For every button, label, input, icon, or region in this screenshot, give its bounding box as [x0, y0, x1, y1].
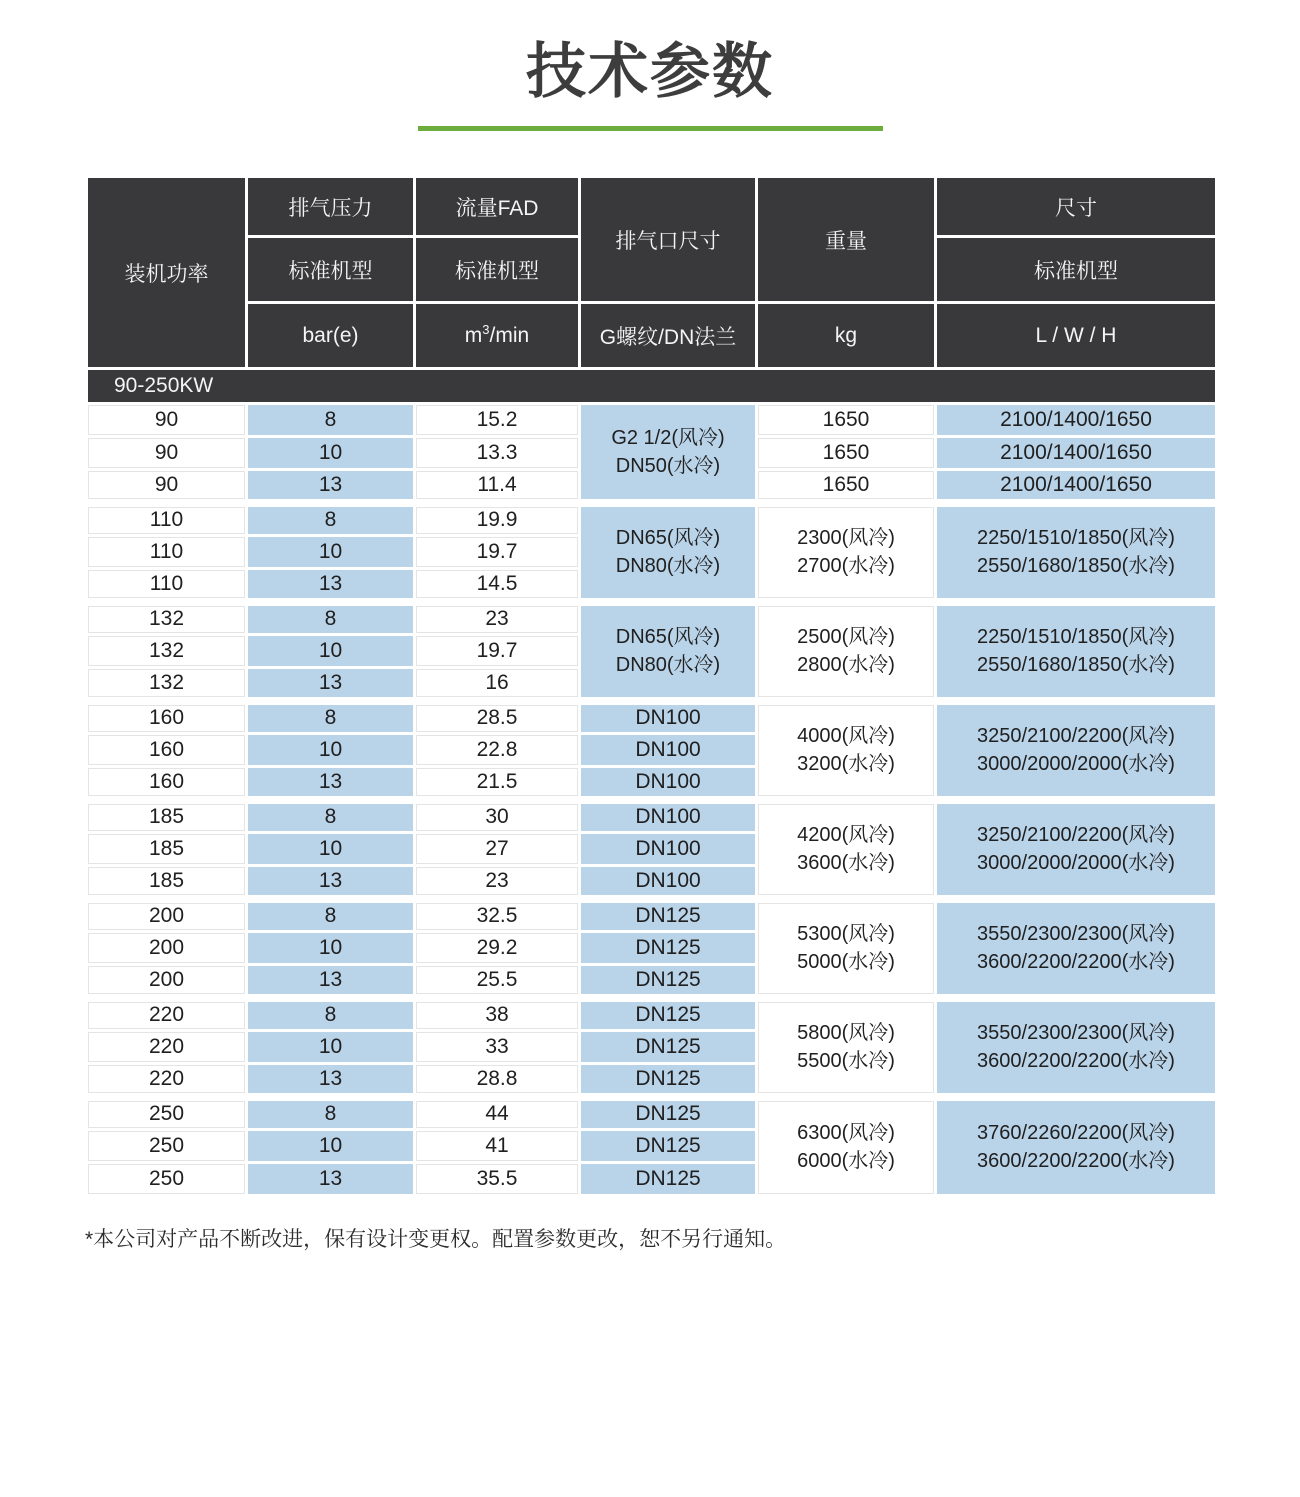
header-pressure-unit: bar(e) [247, 303, 415, 369]
spec-table-head [87, 177, 1217, 369]
dims-cell: 2250/1510/1850(风冷) 2550/1680/1850(水冷) [936, 602, 1217, 701]
power-cell: 200 [87, 932, 247, 965]
section-row [87, 369, 1217, 404]
page-title: 技术参数 [526, 38, 774, 105]
header-dims-model: 标准机型 [936, 237, 1217, 303]
power-cell: 185 [87, 866, 247, 899]
pressure-cell: 8 [247, 503, 415, 536]
port-cell: DN100 [580, 701, 757, 734]
power-cell: 250 [87, 1130, 247, 1163]
pressure-cell: 13 [247, 1064, 415, 1097]
header-pressure-model: 标准机型 [247, 237, 415, 303]
port-cell: DN125 [580, 932, 757, 965]
table-row [87, 899, 1217, 932]
pressure-cell: 8 [247, 899, 415, 932]
table-row [87, 998, 1217, 1031]
header-flow-model: 标准机型 [415, 237, 580, 303]
flow-cell: 23 [415, 602, 580, 635]
header-dims-unit: L / W / H [936, 303, 1217, 369]
table-row [87, 602, 1217, 635]
flow-cell: 44 [415, 1097, 580, 1130]
pressure-cell: 10 [247, 1031, 415, 1064]
flow-cell: 19.7 [415, 536, 580, 569]
flow-cell: 32.5 [415, 899, 580, 932]
power-cell: 132 [87, 602, 247, 635]
weight-cell: 5800(风冷) 5500(水冷) [757, 998, 936, 1097]
pressure-cell: 10 [247, 932, 415, 965]
pressure-cell: 10 [247, 1130, 415, 1163]
flow-cell: 16 [415, 668, 580, 701]
pressure-cell: 8 [247, 1097, 415, 1130]
pressure-cell: 8 [247, 701, 415, 734]
flow-cell: 35.5 [415, 1163, 580, 1196]
flow-cell: 28.8 [415, 1064, 580, 1097]
pressure-cell: 13 [247, 767, 415, 800]
dims-cell: 2250/1510/1850(风冷) 2550/1680/1850(水冷) [936, 503, 1217, 602]
dims-cell: 3250/2100/2200(风冷) 3000/2000/2000(水冷) [936, 701, 1217, 800]
port-cell: DN125 [580, 998, 757, 1031]
dims-cell: 3760/2260/2200(风冷) 3600/2200/2200(水冷) [936, 1097, 1217, 1196]
port-cell: DN125 [580, 899, 757, 932]
power-cell: 220 [87, 1031, 247, 1064]
spec-table-body [87, 369, 1217, 1196]
pressure-cell: 13 [247, 965, 415, 998]
flow-cell: 21.5 [415, 767, 580, 800]
header-flow-unit [415, 303, 580, 369]
pressure-cell: 13 [247, 866, 415, 899]
flow-cell: 28.5 [415, 701, 580, 734]
power-cell: 160 [87, 767, 247, 800]
flow-cell: 14.5 [415, 569, 580, 602]
power-cell: 250 [87, 1097, 247, 1130]
power-cell: 250 [87, 1163, 247, 1196]
flow-cell: 30 [415, 800, 580, 833]
weight-cell: 5300(风冷) 5000(水冷) [757, 899, 936, 998]
power-cell: 220 [87, 998, 247, 1031]
flow-cell: 22.8 [415, 734, 580, 767]
flow-cell: 23 [415, 866, 580, 899]
port-cell: DN125 [580, 965, 757, 998]
table-row [87, 404, 1217, 437]
pressure-cell: 13 [247, 569, 415, 602]
flow-cell: 25.5 [415, 965, 580, 998]
pressure-cell: 10 [247, 734, 415, 767]
flow-unit-base: m [464, 323, 483, 347]
power-cell: 110 [87, 503, 247, 536]
port-cell: G2 1/2(风冷) DN50(水冷) [580, 404, 757, 503]
power-cell: 200 [87, 899, 247, 932]
port-cell: DN100 [580, 734, 757, 767]
flow-cell: 11.4 [415, 470, 580, 503]
weight-cell: 4200(风冷) 3600(水冷) [757, 800, 936, 899]
header-port-title: 排气口尺寸 [580, 177, 757, 303]
port-cell: DN125 [580, 1097, 757, 1130]
weight-cell: 6300(风冷) 6000(水冷) [757, 1097, 936, 1196]
header-power: 装机功率 [87, 177, 247, 369]
power-cell: 90 [87, 437, 247, 470]
table-row [87, 503, 1217, 536]
pressure-cell: 13 [247, 470, 415, 503]
flow-unit-sup: 3 [482, 321, 490, 337]
header-port-unit: G螺纹/DN法兰 [580, 303, 757, 369]
header-weight-title: 重量 [757, 177, 936, 303]
pressure-cell: 8 [247, 800, 415, 833]
power-cell: 200 [87, 965, 247, 998]
weight-cell: 4000(风冷) 3200(水冷) [757, 701, 936, 800]
power-cell: 185 [87, 833, 247, 866]
dims-cell: 3550/2300/2300(风冷) 3600/2200/2200(水冷) [936, 998, 1217, 1097]
weight-cell: 2500(风冷) 2800(水冷) [757, 602, 936, 701]
power-cell: 110 [87, 569, 247, 602]
power-cell: 185 [87, 800, 247, 833]
flow-cell: 19.7 [415, 635, 580, 668]
pressure-cell: 10 [247, 536, 415, 569]
pressure-cell: 13 [247, 668, 415, 701]
weight-cell: 1650 [757, 437, 936, 470]
flow-unit-rest: /min [489, 323, 530, 347]
table-row [87, 800, 1217, 833]
flow-cell: 27 [415, 833, 580, 866]
flow-cell: 19.9 [415, 503, 580, 536]
header-pressure-title: 排气压力 [247, 177, 415, 237]
weight-cell: 2300(风冷) 2700(水冷) [757, 503, 936, 602]
flow-cell: 38 [415, 998, 580, 1031]
header-dims-title: 尺寸 [936, 177, 1217, 237]
dims-cell: 2100/1400/1650 [936, 404, 1217, 437]
port-cell: DN65(风冷) DN80(水冷) [580, 602, 757, 701]
power-cell: 132 [87, 635, 247, 668]
pressure-cell: 10 [247, 437, 415, 470]
dims-cell: 3550/2300/2300(风冷) 3600/2200/2200(水冷) [936, 899, 1217, 998]
section-label: 90-250KW [87, 369, 1217, 404]
flow-cell: 33 [415, 1031, 580, 1064]
pressure-cell: 8 [247, 998, 415, 1031]
port-cell: DN125 [580, 1031, 757, 1064]
spec-table [85, 175, 1218, 1197]
dims-cell: 3250/2100/2200(风冷) 3000/2000/2000(水冷) [936, 800, 1217, 899]
port-cell: DN125 [580, 1163, 757, 1196]
pressure-cell: 13 [247, 1163, 415, 1196]
table-row [87, 1097, 1217, 1130]
power-cell: 90 [87, 470, 247, 503]
weight-cell: 1650 [757, 404, 936, 437]
pressure-cell: 10 [247, 635, 415, 668]
port-cell: DN125 [580, 1130, 757, 1163]
page-header [85, 36, 1215, 131]
port-cell: DN65(风冷) DN80(水冷) [580, 503, 757, 602]
footnote: *本公司对产品不断改进，保有设计变更权。配置参数更改，恕不另行通知。 [85, 1228, 787, 1251]
header-flow-title: 流量FAD [415, 177, 580, 237]
dims-cell: 2100/1400/1650 [936, 437, 1217, 470]
port-cell: DN100 [580, 800, 757, 833]
power-cell: 110 [87, 536, 247, 569]
power-cell: 220 [87, 1064, 247, 1097]
flow-cell: 29.2 [415, 932, 580, 965]
weight-cell: 1650 [757, 470, 936, 503]
power-cell: 160 [87, 701, 247, 734]
flow-cell: 15.2 [415, 404, 580, 437]
power-cell: 90 [87, 404, 247, 437]
flow-cell: 41 [415, 1130, 580, 1163]
title-divider [418, 126, 883, 131]
port-cell: DN100 [580, 833, 757, 866]
port-cell: DN100 [580, 767, 757, 800]
pressure-cell: 8 [247, 602, 415, 635]
power-cell: 132 [87, 668, 247, 701]
port-cell: DN125 [580, 1064, 757, 1097]
table-row [87, 701, 1217, 734]
dims-cell: 2100/1400/1650 [936, 470, 1217, 503]
port-cell: DN100 [580, 866, 757, 899]
pressure-cell: 10 [247, 833, 415, 866]
flow-cell: 13.3 [415, 437, 580, 470]
power-cell: 160 [87, 734, 247, 767]
header-weight-unit: kg [757, 303, 936, 369]
pressure-cell: 8 [247, 404, 415, 437]
